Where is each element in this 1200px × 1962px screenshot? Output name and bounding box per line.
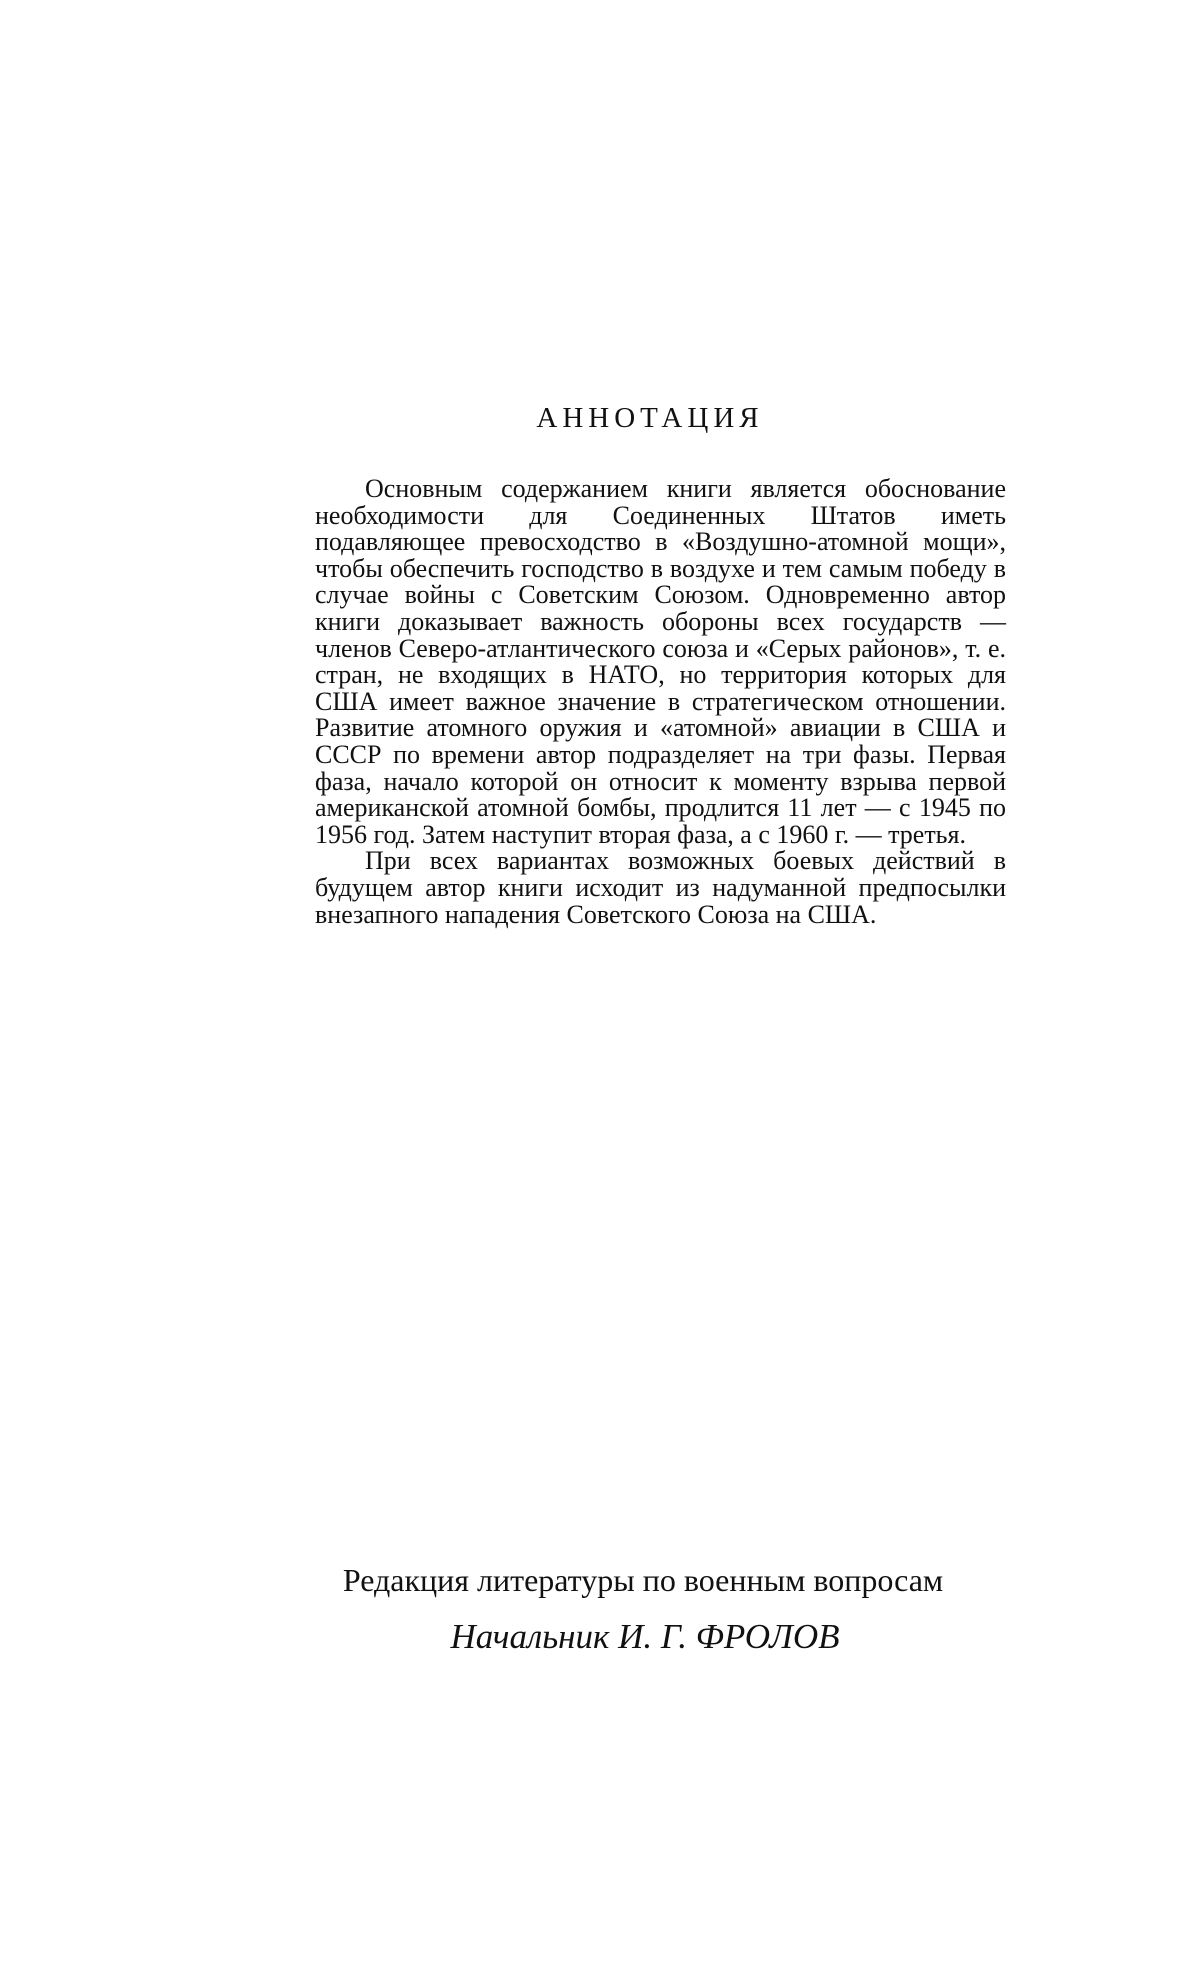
chief-editor-line: Начальник И. Г. ФРОЛОВ <box>450 1617 840 1656</box>
annotation-text <box>315 476 1006 928</box>
annotation-paragraph: Основным содержанием книги является обоснование необходимости для Соединенных Штатов иметь подавляющее превосходство в «Воздушно-атомной мощи», чтобы обеспечить господство в воздухе и тем самым победу в случае войны с Советским Союзом. Одновременно автор книги доказывает важность обороны всех государств — членов Северо-атлантического союза и «Серых районов», т. е. стран, не входящих в НАТО, но территория которых для США имеет важное значение в стратегическом отношении. Развитие атомного оружия и «атомной» авиации в США и СССР по времени автор подразделяет на три фазы. Первая фаза, начало которой он относит к моменту взрыва первой американской атомной бомбы, продлится 11 лет — с 1945 по 1956 год. Затем наступит вторая фаза, а с 1960 г. — третья. <box>315 474 1006 849</box>
annotation-heading: АННОТАЦИЯ <box>536 402 764 434</box>
annotation-paragraph: При всех вариантах возможных боевых действий в будущем автор книги исходит из надуманной предпосылки внезапного нападения Советского Союза на США. <box>315 846 1006 929</box>
editorial-office-line: Редакция литературы по военным вопросам <box>342 1562 944 1598</box>
